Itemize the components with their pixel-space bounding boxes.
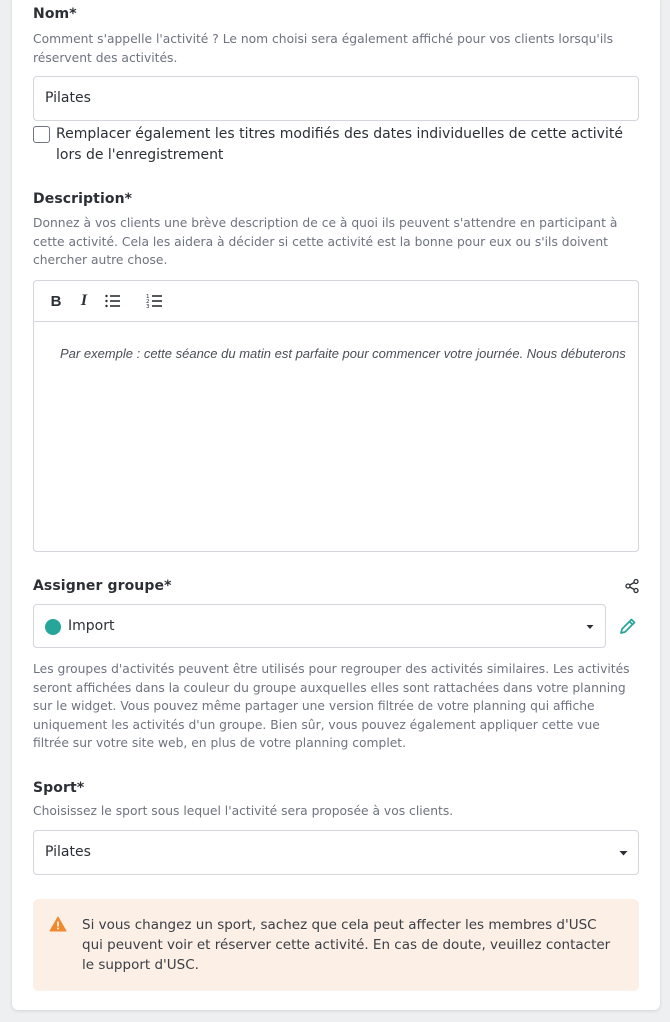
warning-icon <box>49 916 67 932</box>
italic-button[interactable]: I <box>80 292 88 309</box>
description-label: Description* <box>33 191 133 207</box>
numbered-list-button[interactable] <box>146 292 164 310</box>
group-label: Assigner groupe* <box>33 578 172 594</box>
group-select[interactable] <box>33 604 606 648</box>
sport-change-warning <box>33 899 639 991</box>
bullet-list-icon <box>104 292 122 310</box>
chevron-down-icon <box>585 623 595 631</box>
description-textarea[interactable] <box>34 323 638 551</box>
replace-titles-label[interactable]: Remplacer également les titres modifiés des dates individuelles de cette activité lors de l'enregistrement <box>56 126 623 163</box>
chevron-down-icon <box>618 849 629 857</box>
svg-text:1: 1 <box>146 294 150 300</box>
name-label: Nom* <box>33 6 77 22</box>
svg-text:2: 2 <box>146 299 150 305</box>
name-help-text: Comment s'appelle l'activité ? Le nom choisi sera également affiché pour vos clients lorsqu'ils réservent des activités. <box>33 32 614 65</box>
group-select-value: Import <box>68 618 115 634</box>
editor-toolbar <box>34 281 638 322</box>
bold-button[interactable]: B <box>50 292 62 310</box>
group-color-dot <box>45 619 61 635</box>
numbered-list-icon <box>146 292 164 310</box>
description-help-text: Donnez à vos clients une brève description de ce à quoi ils peuvent s'attendre en participant à cette activité. Cela les aidera à décider si cette activité est la bonne pour eux ou s'ils doivent chercher autre chose. <box>33 216 618 267</box>
share-group-button[interactable] <box>624 578 640 594</box>
sport-label: Sport* <box>33 780 85 796</box>
sport-select-value: Pilates <box>45 844 91 860</box>
edit-group-button[interactable] <box>618 616 638 636</box>
group-help-text: Les groupes d'activités peuvent être utilisés pour regrouper des activités similaires. Les activités seront affichées dans la couleur du groupe auxquelles elles sont rattachées dans votre planning sur le widget. Vous pouvez même partager une version filtrée de votre planning qui affiche uniquement les activités d'un groupe. Bien sûr, vous pouvez également appliquer cette vue filtrée sur votre site web, en plus de votre planning complet. <box>33 662 630 750</box>
bullet-list-button[interactable] <box>104 292 122 310</box>
warning-text: Si vous changez un sport, sachez que cela peut affecter les membres d'USC qui peuvent voir et réserver cette activité. En cas de doute, veuillez contacter le support d'USC. <box>82 917 611 973</box>
description-placeholder: Par exemple : cette séance du matin est parfaite pour commencer votre journée. Nous débuterons <box>60 346 626 361</box>
sport-select[interactable] <box>33 830 639 875</box>
name-input-value: Pilates <box>45 90 91 106</box>
svg-text:3: 3 <box>146 304 150 310</box>
description-editor <box>33 280 639 552</box>
name-input[interactable] <box>33 76 639 121</box>
replace-titles-checkbox[interactable] <box>33 126 50 143</box>
sport-help-text: Choisissez le sport sous lequel l'activité sera proposée à vos clients. <box>33 804 454 818</box>
share-icon <box>624 578 640 594</box>
pencil-icon <box>618 616 638 636</box>
